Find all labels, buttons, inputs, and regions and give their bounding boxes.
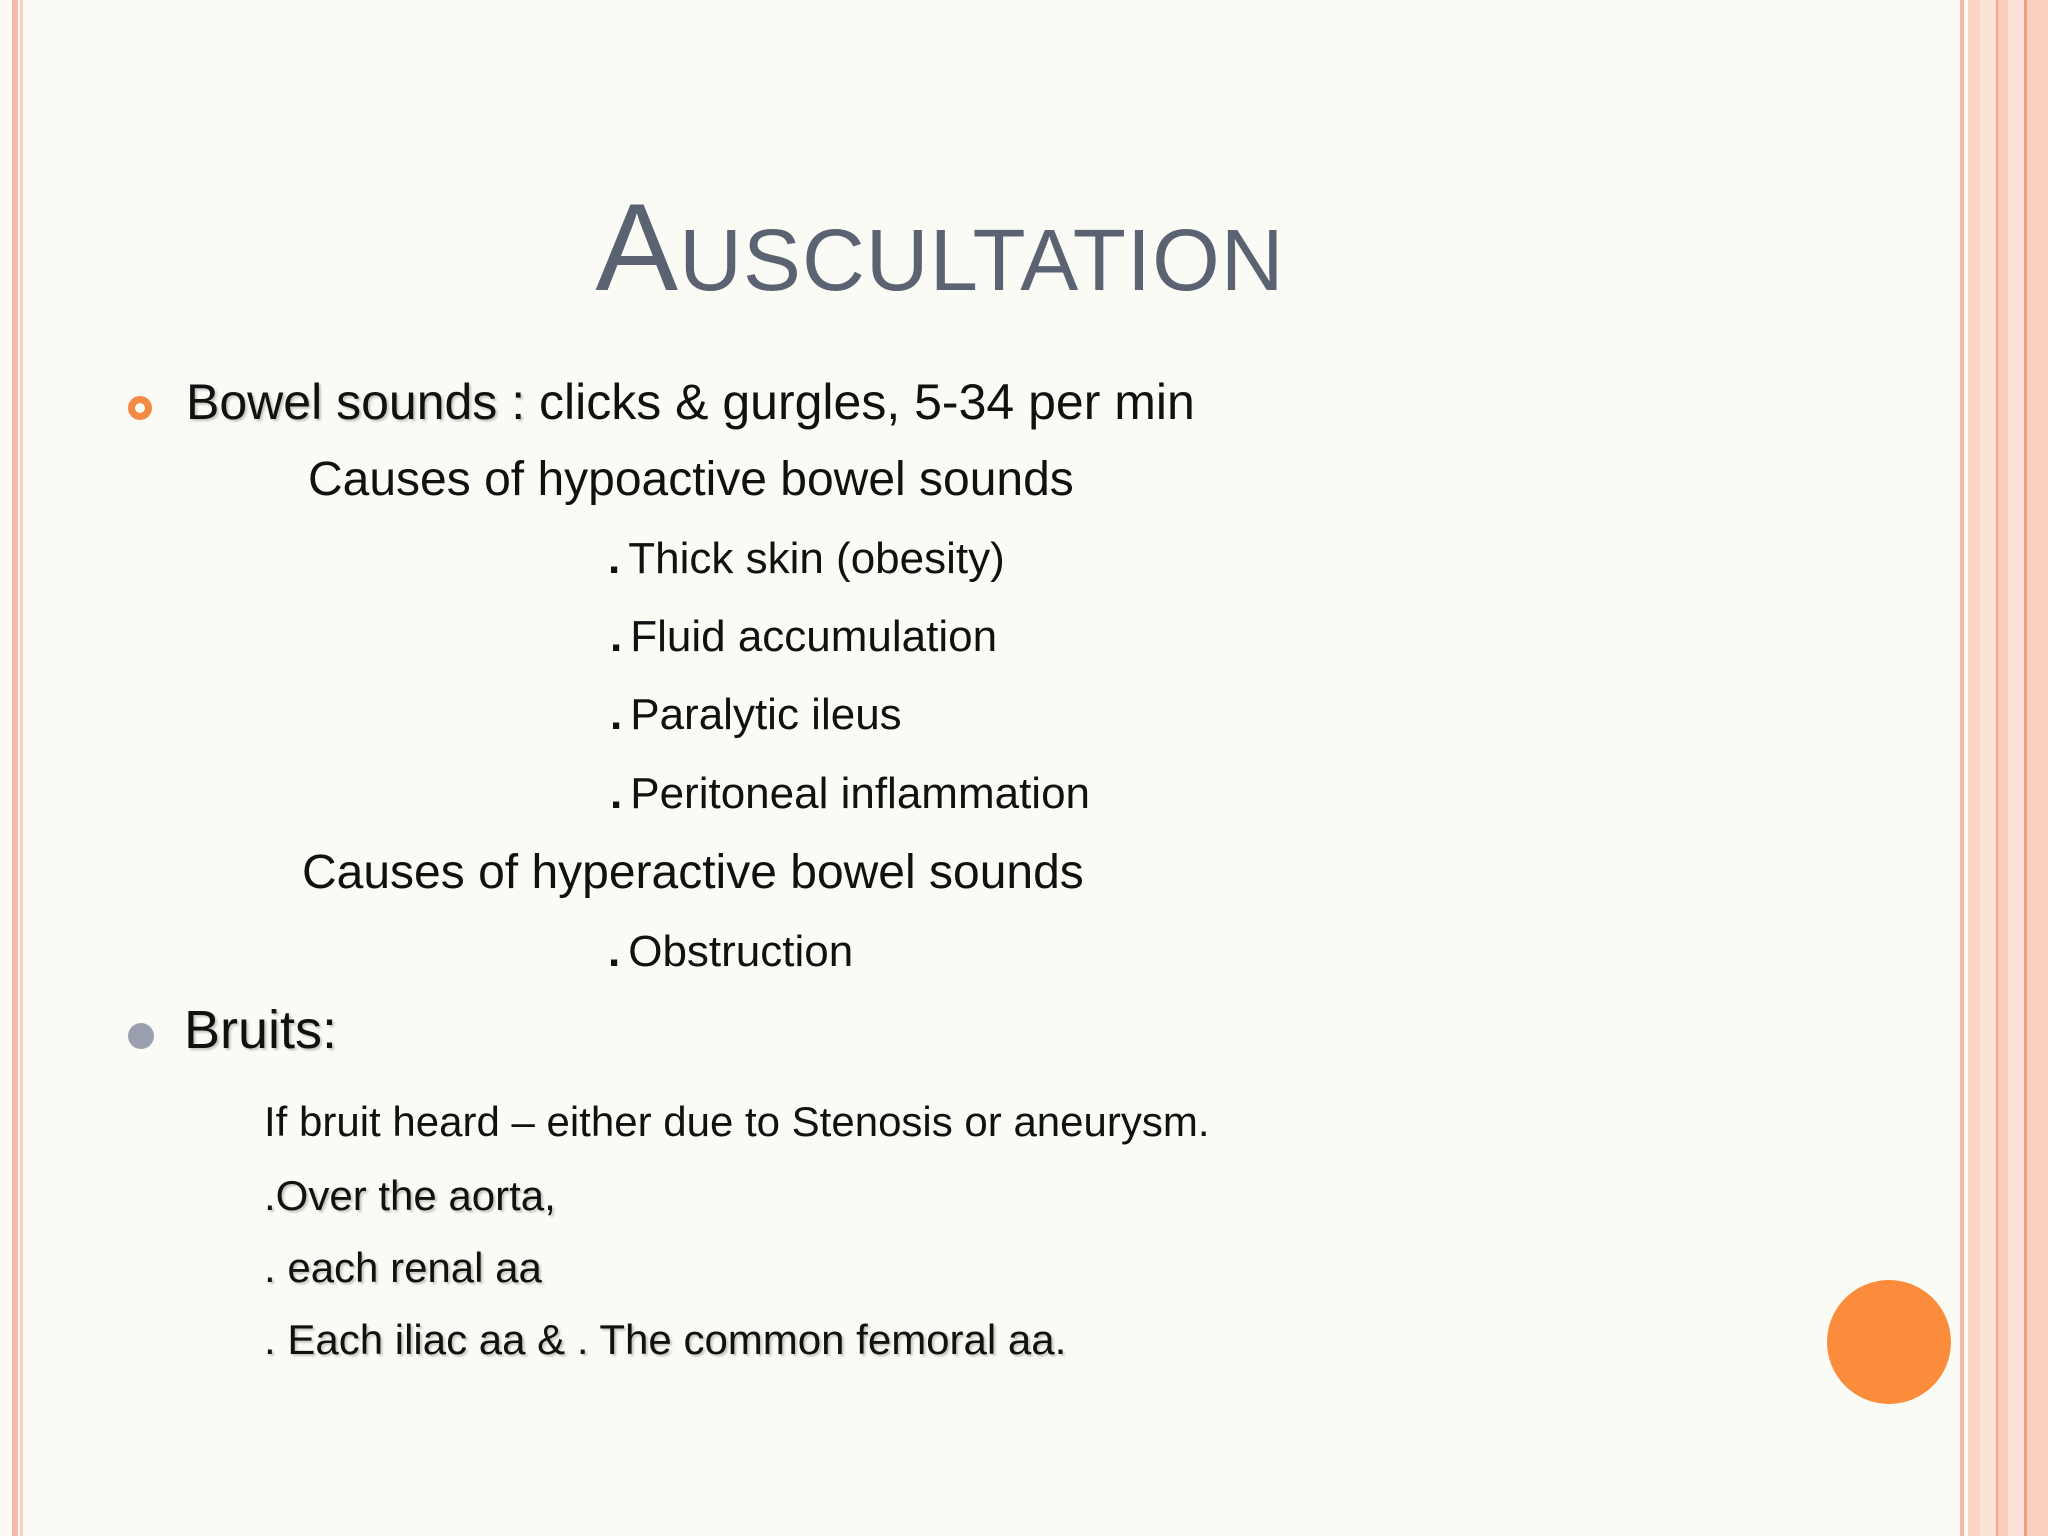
gray-dot-bullet-icon xyxy=(128,1023,154,1049)
list-item xyxy=(610,767,1090,821)
list-item-text: Peritoneal inflammation xyxy=(630,769,1091,818)
hyperactive-heading: Causes of hyperactive bowel sounds xyxy=(302,846,1084,899)
list-dot: . xyxy=(608,927,621,976)
list-dot: . xyxy=(610,690,623,739)
list-item xyxy=(610,688,902,742)
right-border-stripe xyxy=(2027,0,2048,1536)
bruits-line: If bruit heard – either due to Stenosis or aneurysm. xyxy=(264,1098,1210,1145)
list-dot: . xyxy=(610,612,623,661)
bruits-line: . each renal aa xyxy=(264,1244,542,1291)
bruits-line: .Over the aorta, xyxy=(264,1172,556,1219)
list-dot: . xyxy=(610,769,623,818)
list-item-text: Fluid accumulation xyxy=(630,612,998,661)
bowel-sounds-label: Bowel sounds : xyxy=(186,374,526,430)
bowel-sounds-line xyxy=(186,372,1195,432)
right-border-stripe xyxy=(1998,0,2008,1536)
bowel-sounds-description: clicks & gurgles, 5-34 per min xyxy=(525,374,1195,430)
list-item xyxy=(608,925,853,979)
right-border-stripe xyxy=(1980,0,1996,1536)
orange-circle-decoration xyxy=(1827,1280,1951,1404)
right-border-stripe xyxy=(1960,0,1964,1536)
list-item-text: Obstruction xyxy=(628,927,854,976)
list-item xyxy=(610,610,997,664)
list-dot: . xyxy=(608,534,621,583)
orange-ring-bullet-icon xyxy=(128,396,152,420)
hypoactive-heading: Causes of hypoactive bowel sounds xyxy=(308,453,1074,506)
bruits-line: . Each iliac aa & . The common femoral aa. xyxy=(264,1316,1067,1363)
right-border-stripe xyxy=(2008,0,2024,1536)
right-border-stripe xyxy=(1968,0,1980,1536)
list-item-text: Paralytic ileus xyxy=(630,690,902,739)
bruits-label: Bruits: xyxy=(184,1000,338,1060)
list-item xyxy=(608,532,1005,586)
slide-title: Auscultation xyxy=(595,179,1285,317)
list-item-text: Thick skin (obesity) xyxy=(628,534,1005,583)
